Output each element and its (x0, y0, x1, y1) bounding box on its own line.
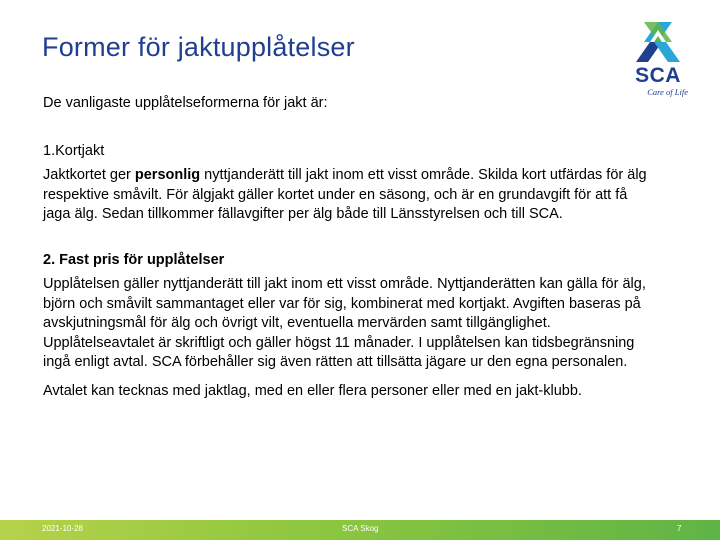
section1-text-start: Jaktkortet ger (43, 167, 135, 183)
slide-title: Former för jaktupplåtelser (42, 32, 355, 62)
slide-body (43, 94, 658, 401)
section2-paragraph1: Upplåtelsen gäller nyttjanderätt till jakt inom ett visst område. Nyttjanderätten kan gälla för älg, björn och småvilt sammantaget eller var för sig, kombinerat med kortjakt. Avgiften baseras på avskjutningsmål för älg och övrigt vilt, eventuella mervärden samt tillgänglighet. Upplåtelseavtalet är skriftligt och gäller högst 11 månader. I upplåtelsen kan tidsbegränsning ingå enligt avtal. SCA förbehåller sig även rätten att tillsätta jägare ur den egna personalen. (43, 276, 646, 370)
section2-heading: 2. Fast pris för upplåtelser (43, 251, 225, 268)
footer-center-text: SCA Skog (342, 524, 379, 533)
section1-text-end: nyttjanderätt till jakt inom ett visst område. Skilda kort utfärdas för älg respektive småvilt. För älgjakt gäller kortet under en säsong, och är en grundavgift för att få jaga älg. Sedan tillkommer fällavgifter per älg både till Länsstyrelsen och till SCA. (43, 167, 647, 222)
intro-text: De vanligaste upplåtelseformerna för jakt är: (43, 95, 328, 111)
footer-page-number: 7 (677, 524, 682, 533)
logo-wordmark: SCA (635, 64, 681, 87)
footer-date: 2021-10-28 (42, 524, 83, 533)
section1-heading: 1.Kortjakt (43, 142, 105, 159)
section2-paragraph2: Avtalet kan tecknas med jaktlag, med en eller flera personer eller med en jakt-klubb. (43, 382, 582, 399)
section1-text-bold: personlig (134, 167, 201, 183)
sca-logo (628, 20, 688, 100)
logo-tagline: Care of Life (647, 87, 688, 97)
sca-logo-mark-icon (628, 20, 688, 64)
section1-text (43, 166, 658, 225)
